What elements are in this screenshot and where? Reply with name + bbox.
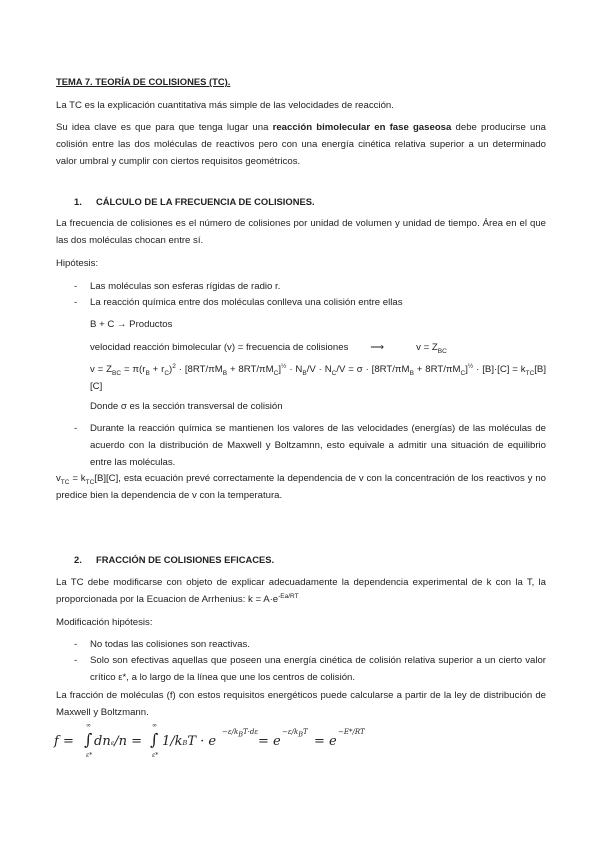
list-item-text: Solo son efectivas aquellas que poseen una energía cinética de colisión relativa superior a un cierto valor crítico ε*, a lo largo de la línea que une los centros de colisión. [90, 655, 546, 683]
list-dash: - [74, 423, 78, 434]
velocity-subscript: BC [437, 347, 447, 355]
velocity-text: velocidad reacción bimolecular (v) = frecuencia de colisiones [90, 342, 349, 353]
section-2-number: 2. [74, 554, 82, 565]
list-dash: - [74, 281, 78, 292]
section-1-conclusion: $v_{TC} = k_{TC}[B][C]$, esta ecuación prevé correctamente la dependencia de v con la concentración de los reactivos y no predice bien la dependencia de v con la temperatura. [56, 473, 546, 501]
section-2-paragraph [56, 574, 546, 608]
list-item-text: Durante la reacción química se mantienen los valores de las velocidades (energías) de las moléculas de acuerdo con la distribución de Maxwell y Boltzamnn, esto equivale a admitir una situación de equilibrio entre las moléculas. [90, 423, 546, 468]
modification-label: Modificación hipótesis: [56, 617, 153, 628]
document-title: TEMA 7. TEORÍA DE COLISIONES (TC). [56, 76, 231, 87]
section-2-paragraph-2: La fracción de moléculas (f) con estos requisitos energéticos puede calcularse a partir de la ley de distribución de Maxwell y Boltzmann. [56, 690, 546, 718]
list-dash: - [74, 639, 78, 650]
section-1-heading [56, 193, 546, 210]
arrhenius-text: La TC debe modificarse con objeto de explicar adecuadamente la dependencia experimental de k con la T, la proporcionada por la Ecuacion de Arrhenius: k = A·e [56, 577, 546, 605]
section-2-heading [56, 551, 546, 568]
list-item-text: No todas las colisiones son reactivas. [90, 639, 250, 650]
section-1-paragraph: La frecuencia de colisiones es el número de colisiones por unidad de volumen y unidad de tiempo. Área en el que las dos moléculas chocan entre sí. [56, 218, 546, 246]
list-dash: - [74, 655, 78, 666]
section-1-number: 1. [74, 196, 82, 207]
intro-text-before: Su idea clave es que para que tenga lugar una [56, 122, 273, 133]
collision-frequency-formula: $v = Z_{BC} = \pi(r_B + r_C)^2 \cdot [8RT/\pi M_B + 8RT/\pi M_C]^{\frac{1}{2}} \cdot N_B/V \cdot N_C/V = \sigma \cdot [8RT/\pi M_B + 8RT/\pi M_C]^{\frac{1}{2}} \cdot [B]\cdot[C] = k_{TC}[B][C]$ [90, 362, 546, 392]
arrow-icon: ⟶ [370, 342, 385, 353]
list-dash: - [74, 297, 78, 308]
intro-text-after: debe producirse una colisión entre las dos moléculas de reactivos pero con una energía cinética relativa superior a un determinado valor umbral y cumplir con ciertos requisitos geométricos. [56, 122, 546, 167]
velocity-relation [90, 339, 546, 356]
list-item-text: La reacción química entre dos moléculas conlleva una colisión entre ellas [90, 297, 403, 308]
list-item-text: Las moléculas son esferas rígidas de radio r. [90, 281, 281, 292]
conclusion-text: , esta ecuación prevé correctamente la dependencia de v con la concentración de los reactivos y no predice bien la dependencia de v con la temperatura. [56, 473, 546, 501]
section-2-title: FRACCIÓN DE COLISIONES EFICACES. [96, 554, 275, 565]
intro-paragraph-1: La TC es la explicación cuantitativa más simple de las velocidades de reacción. [56, 100, 394, 111]
velocity-equals: v = Z [416, 342, 438, 353]
sigma-note: Donde σ es la sección transversal de colisión [90, 401, 283, 412]
fraction-integral-formula: f = ∞ ∫ ε* dnε/n = ∞ ∫ ε* 1/kBT · e $-\varepsilon/k_BT\cdot d\varepsilon$ = e $-\varepsilon/k_BT$ = e −E*/RT [54, 722, 365, 759]
hypothesis-label: Hipótesis: [56, 258, 99, 269]
arrhenius-exponent: -Ea/RT [278, 592, 299, 600]
section-1-title: CÁLCULO DE LA FRECUENCIA DE COLISIONES. [96, 196, 315, 207]
reaction-equation: B + C → Productos [90, 319, 173, 330]
intro-paragraph-2 [56, 119, 546, 170]
intro-bold-term: reacción bimolecular en fase gaseosa [272, 122, 452, 133]
